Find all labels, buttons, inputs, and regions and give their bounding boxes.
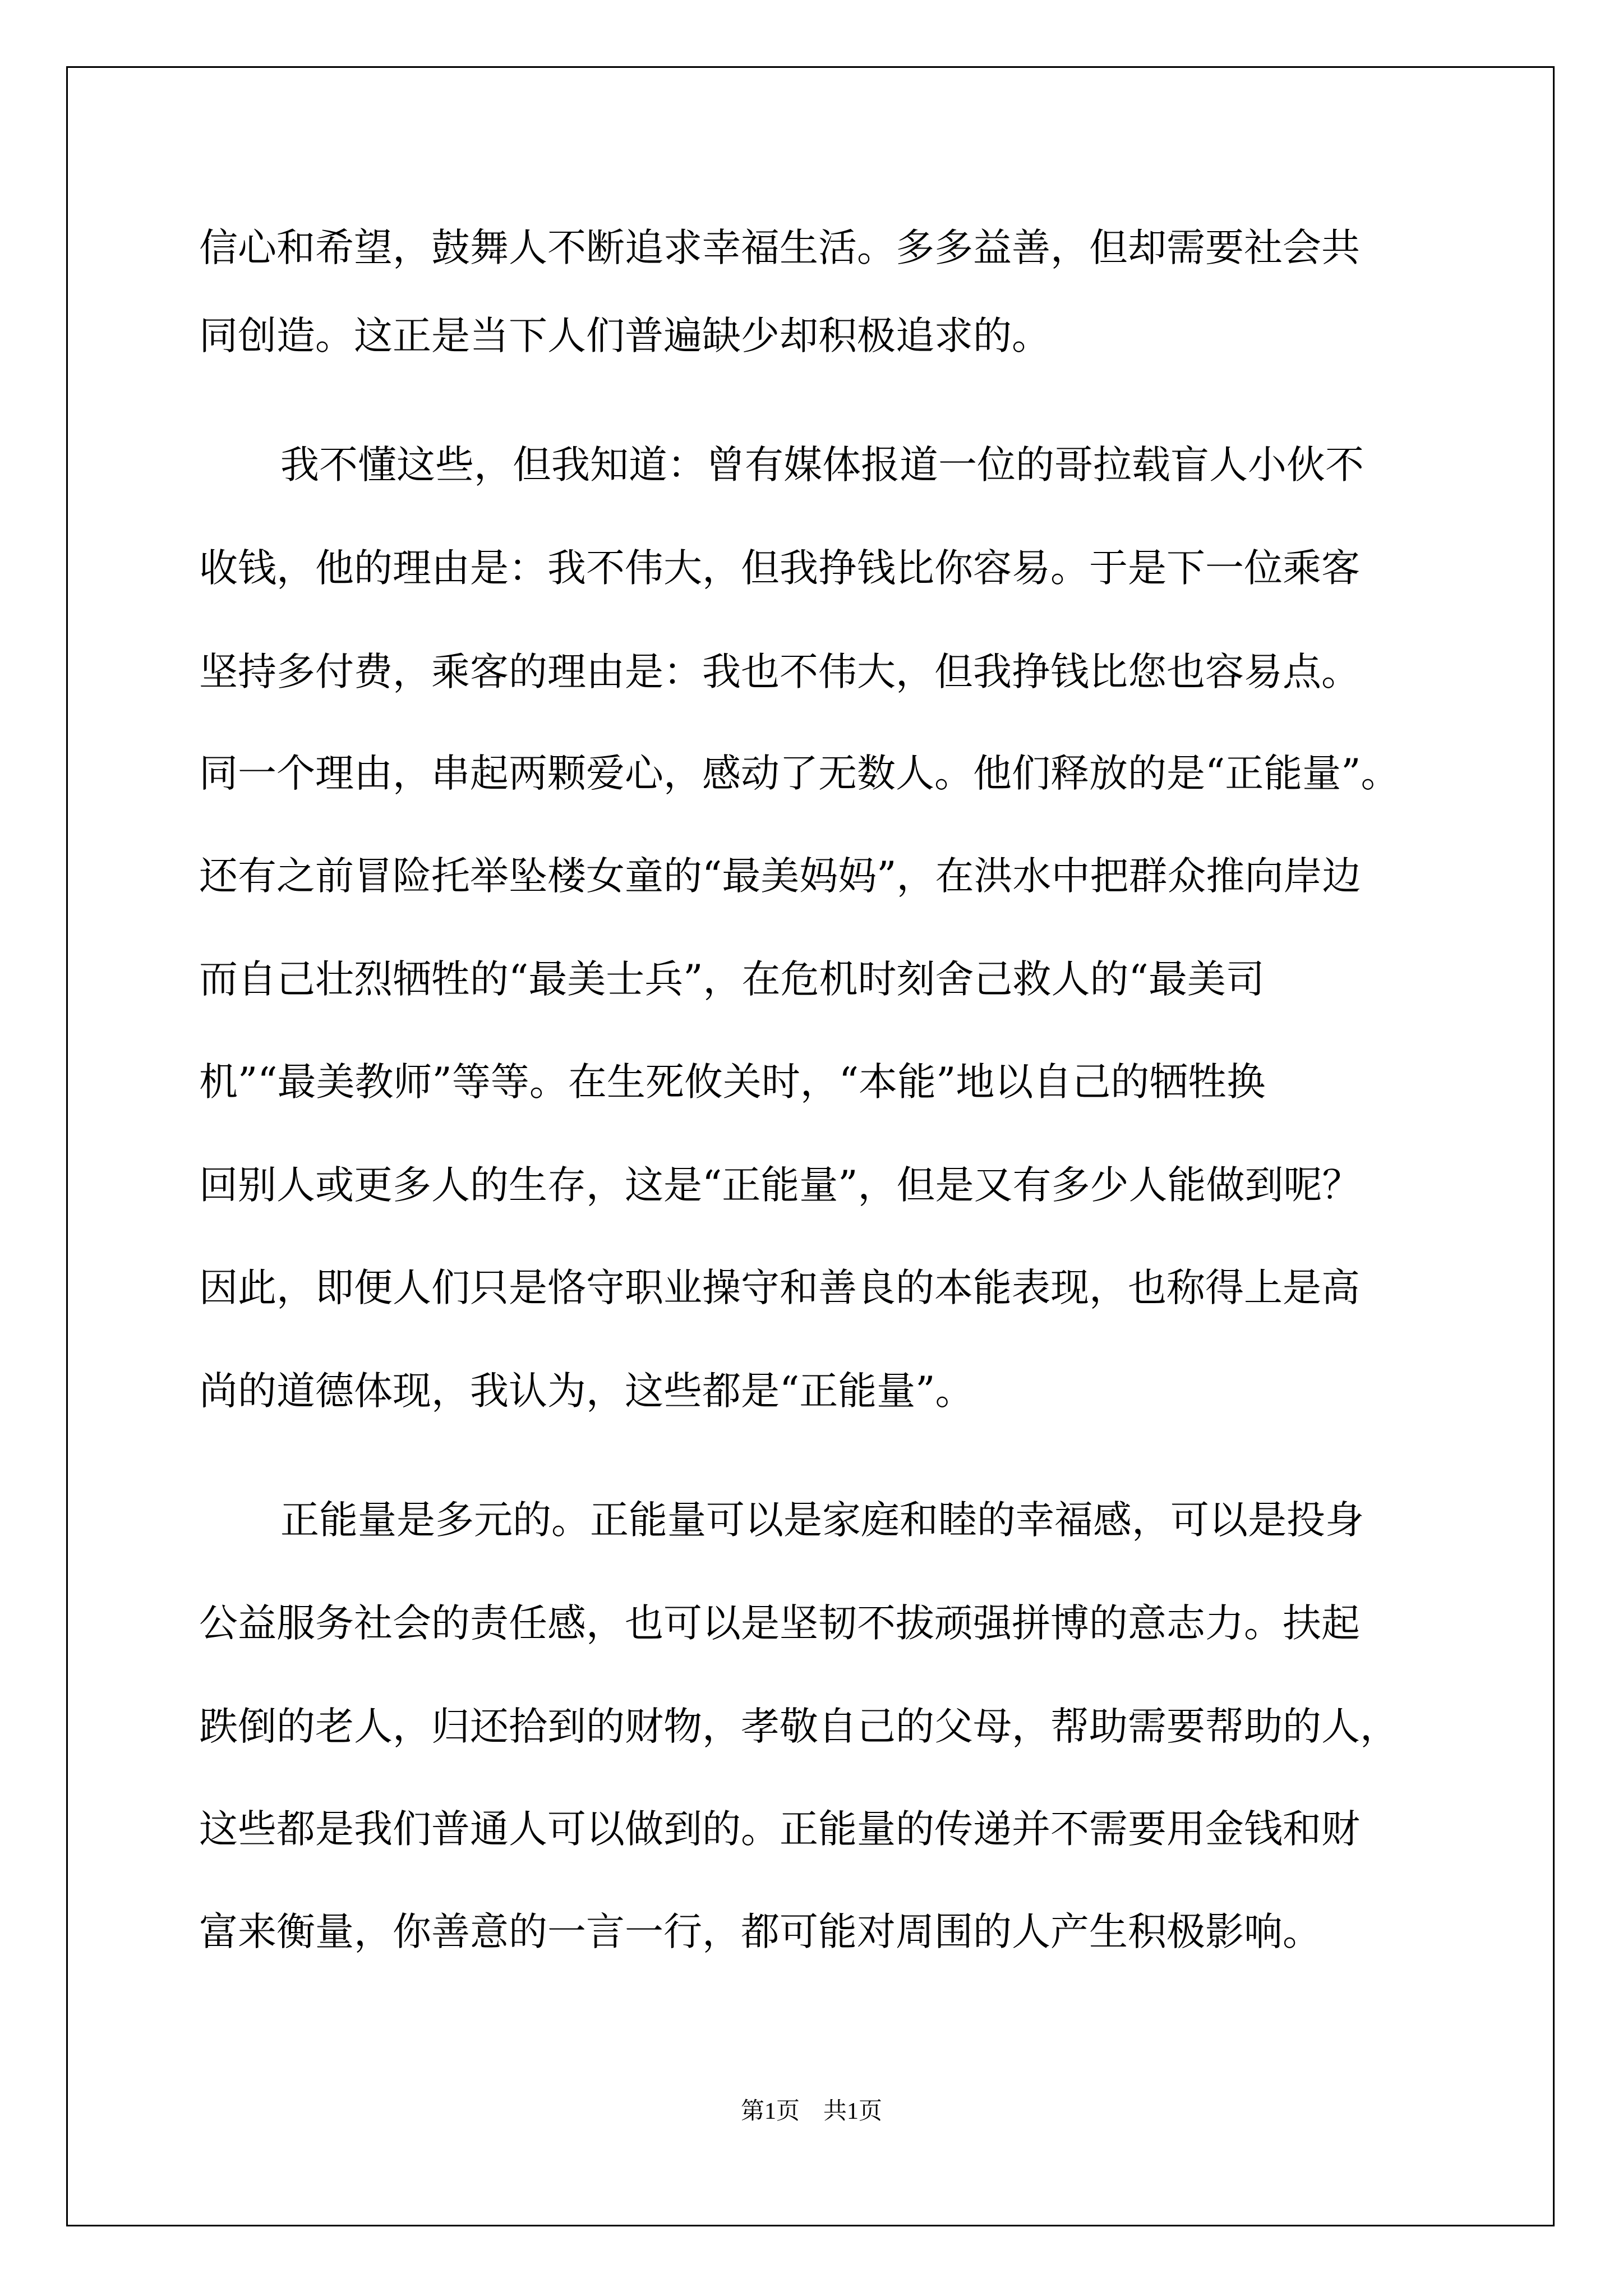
text-line: 机”“最美教师”等等。在生死攸关时，“本能”地以自己的牺牲换: [199, 1060, 1266, 1105]
text-line: 同一个理由，串起两颗爱心，感动了无数人。他们释放的是“正能量”。: [199, 751, 1400, 796]
page-footer: 第1页 共1页: [740, 2099, 882, 2124]
text-line: 回别人或更多人的生存，这是“正能量”，但是又有多少人能做到呢？: [199, 1163, 1361, 1208]
text-line: 信心和希望，鼓舞人不断追求幸福生活。多多益善，但却需要社会共: [199, 226, 1360, 270]
paragraph-first-line: 我不懂这些，但我知道：曾有媒体报道一位的哥拉载盲人小伙不: [280, 443, 1364, 487]
text-line: 坚持多付费，乘客的理由是：我也不伟大，但我挣钱比您也容易点。: [199, 650, 1360, 694]
text-line: 收钱，他的理由是：我不伟大，但我挣钱比你容易。于是下一位乘客: [199, 546, 1360, 591]
text-line: 公益服务社会的责任感，也可以是坚韧不拔顽强拼博的意志力。扶起: [199, 1601, 1360, 1646]
text-line: 因此，即便人们只是恪守职业操守和善良的本能表现，也称得上是高: [199, 1266, 1360, 1310]
text-line: 还有之前冒险托举坠楼女童的“最美妈妈”，在洪水中把群众推向岸边: [199, 854, 1361, 899]
text-line: 跌倒的老人，归还拾到的财物，孝敬自己的父母，帮助需要帮助的人，: [199, 1704, 1399, 1749]
text-line: 尚的道德体现，我认为，这些都是“正能量”。: [199, 1369, 974, 1414]
page-border: [66, 66, 1555, 2226]
paragraph-first-line: 正能量是多元的。正能量可以是家庭和睦的幸福感，可以是投身: [280, 1498, 1364, 1543]
text-line: 同创造。这正是当下人们普遍缺少却积极追求的。: [199, 314, 1050, 358]
text-line: 富来衡量，你善意的一言一行，都可能对周围的人产生积极影响。: [199, 1910, 1321, 1954]
text-line: 这些都是我们普通人可以做到的。正能量的传递并不需要用金钱和财: [199, 1807, 1360, 1852]
text-line: 而自己壮烈牺牲的“最美士兵”，在危机时刻舍己救人的“最美司: [199, 957, 1265, 1002]
